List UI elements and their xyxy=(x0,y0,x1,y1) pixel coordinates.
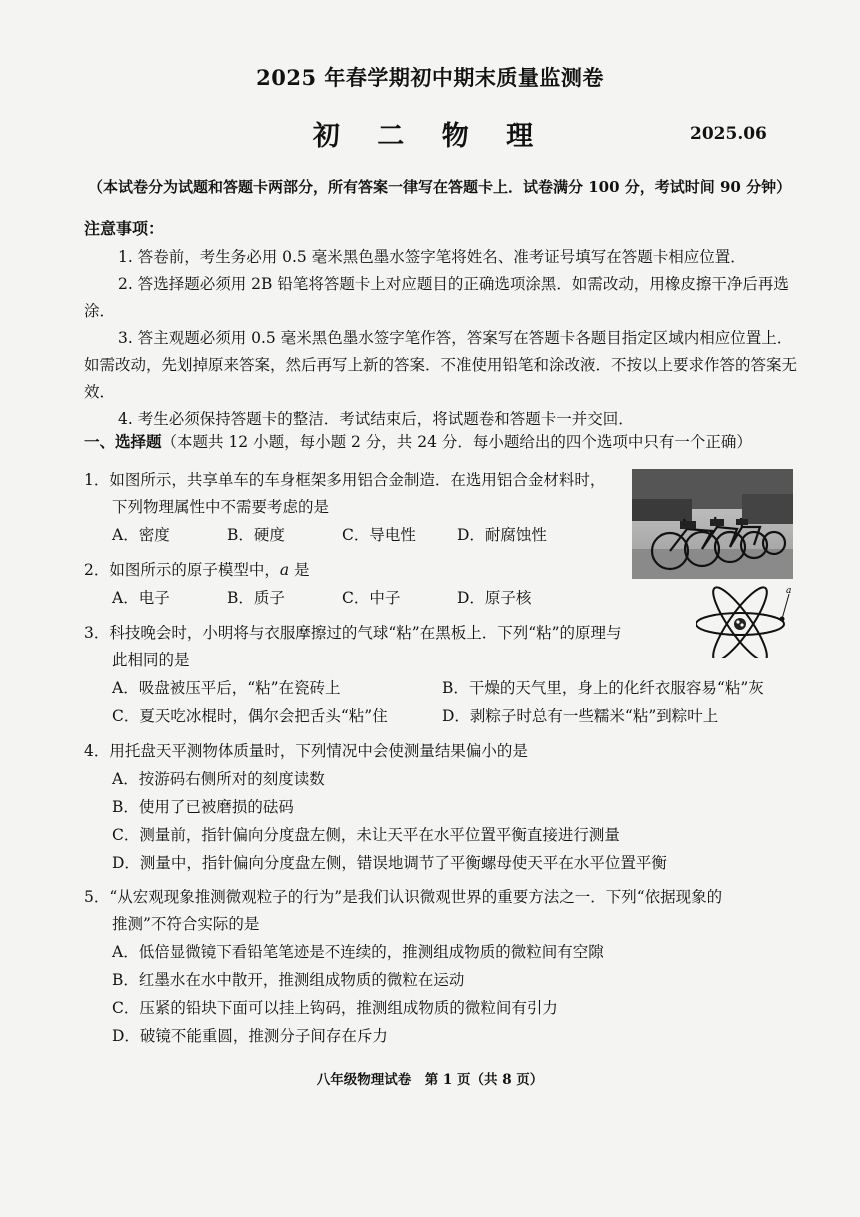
option-b: B．红墨水在水中散开，推测组成物质的微粒在运动 xyxy=(112,971,465,989)
question-stem: 3．科技晚会时，小明将与衣服摩擦过的气球“粘”在黑板上．下列“粘”的原理与 xyxy=(84,624,622,642)
section-description: （本题共 12 小题，每小题 2 分，共 24 分．每小题给出的四个选项中只有一个正确） xyxy=(161,433,752,451)
option-c: C．导电性 xyxy=(342,526,416,544)
option-d: D．破镜不能重圆，推测分子间存在斥力 xyxy=(112,1027,388,1045)
option-a: A．密度 xyxy=(112,526,170,544)
option-a: A．低倍显微镜下看铅笔笔迹是不连续的，推测组成物质的微粒间有空隙 xyxy=(112,943,604,961)
question-stem-text: 是 xyxy=(289,561,310,579)
question-stem: 5．“从宏观现象推测微观粒子的行为”是我们认识微观世界的重要方法之一．下列“依据现象的 xyxy=(84,888,723,906)
question-stem: 4．用托盘天平测物体质量时，下列情况中会使测量结果偏小的是 xyxy=(84,742,528,760)
section-title: 一、选择题 xyxy=(84,432,162,451)
variable-a: a xyxy=(279,561,290,579)
question-3 xyxy=(84,620,804,730)
option-a: A．按游码右侧所对的刻度读数 xyxy=(112,770,325,788)
exam-title: 2025 年春学期初中期末质量监测卷 xyxy=(256,65,604,90)
option-b: B．干燥的天气里，身上的化纤衣服容易“粘”灰 xyxy=(442,679,764,697)
question-4 xyxy=(84,738,804,877)
exam-date: 2025.06 xyxy=(690,124,767,144)
notice-list xyxy=(84,244,802,433)
question-stem xyxy=(84,557,804,584)
option-row xyxy=(84,702,804,730)
option-c: C．压紧的铅块下面可以挂上钩码，推测组成物质的微粒间有引力 xyxy=(112,999,558,1017)
option-a: A．吸盘被压平后，“粘”在瓷砖上 xyxy=(112,679,341,697)
option-b: B．使用了已被磨损的砝码 xyxy=(112,798,294,816)
question-stem: 下列物理属性中不需要考虑的是 xyxy=(112,498,330,516)
question-5 xyxy=(84,884,804,1050)
question-stem-text: 2．如图所示的原子模型中， xyxy=(84,561,280,579)
notice-item: 3. 答主观题必须用 0.5 毫米黑色墨水签字笔作答，答案写在答题卡各题目指定区域内相应位置上．如需改动，先划掉原来答案，然后再写上新的答案．不准使用铅笔和涂改液．不按以上要求作答的答案无效． xyxy=(84,329,798,401)
option-d: D．剥粽子时总有一些糯米“粘”到粽叶上 xyxy=(442,707,719,725)
option-b: B．硬度 xyxy=(227,526,285,544)
notice-item: 1. 答卷前，考生务必用 0.5 毫米黑色墨水签字笔将姓名、准考证号填写在答题卡相应位置． xyxy=(118,248,746,266)
question-stem: 此相同的是 xyxy=(112,651,190,669)
option-a: A．电子 xyxy=(112,589,170,607)
atom-label-a: a xyxy=(786,586,792,596)
option-c: C．测量前，指针偏向分度盘左侧，未让天平在水平位置平衡直接进行测量 xyxy=(112,826,620,844)
question-stem: 1．如图所示，共享单车的车身框架多用铝合金制造．在选用铝合金材料时， xyxy=(84,471,606,489)
option-c: C．夏天吃冰棍时，偶尔会把舌头“粘”住 xyxy=(112,707,388,725)
notice-heading: 注意事项： xyxy=(84,219,165,238)
option-d: D．测量中，指针偏向分度盘左侧，错误地调节了平衡螺母使天平在水平位置平衡 xyxy=(112,854,667,872)
option-d: D．耐腐蚀性 xyxy=(457,526,547,544)
option-b: B．质子 xyxy=(227,589,285,607)
page-footer: 八年级物理试卷 第 1 页（共 8 页） xyxy=(316,1072,544,1088)
notice-item: 2. 答选择题必须用 2B 铅笔将答题卡上对应题目的正确选项涂黑．如需改动，用橡皮擦干净后再选涂． xyxy=(84,275,789,320)
section-heading xyxy=(84,430,752,452)
option-row xyxy=(84,674,804,702)
option-d: D．原子核 xyxy=(457,589,532,607)
option-c: C．中子 xyxy=(342,589,401,607)
exam-intro: （本试卷分为试题和答题卡两部分，所有答案一律写在答题卡上．试卷满分 100 分，考试时间 90 分钟） xyxy=(88,178,792,196)
subject-title: 初 二 物 理 xyxy=(312,121,548,152)
notice-item: 4. 考生必须保持答题卡的整洁．考试结束后，将试题卷和答题卡一并交回． xyxy=(118,410,634,428)
question-stem: 推测”不符合实际的是 xyxy=(112,915,260,933)
